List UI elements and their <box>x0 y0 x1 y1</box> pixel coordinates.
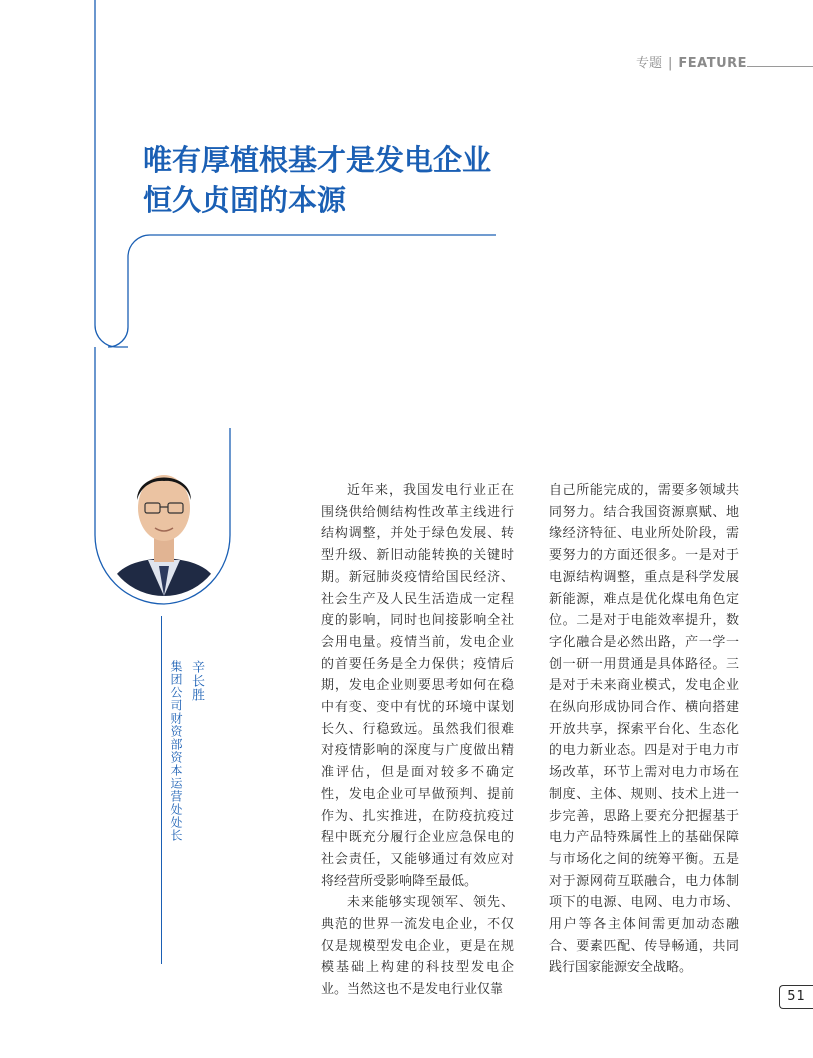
author-portrait <box>103 448 225 596</box>
author-title: 集团公司财资部资本运营处处长 <box>169 660 183 842</box>
paragraph: 自己所能完成的，需要多领域共同努力。结合我国资源禀赋、地缘经济特征、电业所处阶段，需要努力的方面还很多。一是对于电源结构调整，重点是科学发展新能源，难点是优化煤电角色定位。二是对于电能效率提升，数字化融合是必然出路，产一学一创一研一用贯通是具体路径。三是对于未来商业模式，发电企业在纵向形成协同合作、横向搭建开放共享，探索平台化、生态化的电力新业态。四是对于电力市场改革，环节上需对电力市场在制度、主体、规则、技术上进一步完善，思路上要充分把握基于电力产品特殊属性上的基础保障与市场化之间的统筹平衡。五是对于源网荷互联融合，电力体制项下的电源、电网、电力市场、用户等各主体间需更加动态融合、要素匹配、传导畅通，共同践行国家能源安全战略。 <box>549 483 739 976</box>
article-column-right <box>549 480 739 979</box>
paragraph: 未来能够实现领军、领先、典范的世界一流发电企业，不仅仅是规模型发电企业，更是在规模基础上构建的科技型发电企业。当然这也不是发电行业仅靠 <box>321 895 514 998</box>
article-title: 唯有厚植根基才是发电企业恒久贞固的本源 <box>143 143 492 217</box>
feature-label: FEATURE <box>678 56 748 71</box>
section-label: 专题 <box>636 56 663 71</box>
header-separator: | <box>668 56 673 71</box>
page-number: 51 <box>779 985 813 1009</box>
frame-inner-line <box>108 235 496 347</box>
paragraph: 近年来，我国发电行业正在围绕供给侧结构性改革主线进行结构调整，并处于绿色发展、转型升级、新旧动能转换的关键时期。新冠肺炎疫情给国民经济、社会生产及人民生活造成一定程度的影响，同时也间接影响全社会用电量。疫情当前，发电企业的首要任务是全力保供；疫情后期，发电企业则要思考如何在稳中有变、变中有忧的环境中谋划长久、行稳致远。虽然我们很难对疫情影响的深度与广度做出精准评估，但是面对较多不确定性，发电企业可早做预判、提前作为、扎实推进，在防疫抗疫过程中既充分履行企业应急保电的社会责任，又能够通过有效应对将经营所受影响降至最低。 <box>321 483 514 889</box>
author-name: 辛长胜 <box>189 660 204 702</box>
frame-outer-line <box>95 0 128 347</box>
article-column-left <box>321 480 514 1001</box>
author-divider <box>161 616 162 964</box>
